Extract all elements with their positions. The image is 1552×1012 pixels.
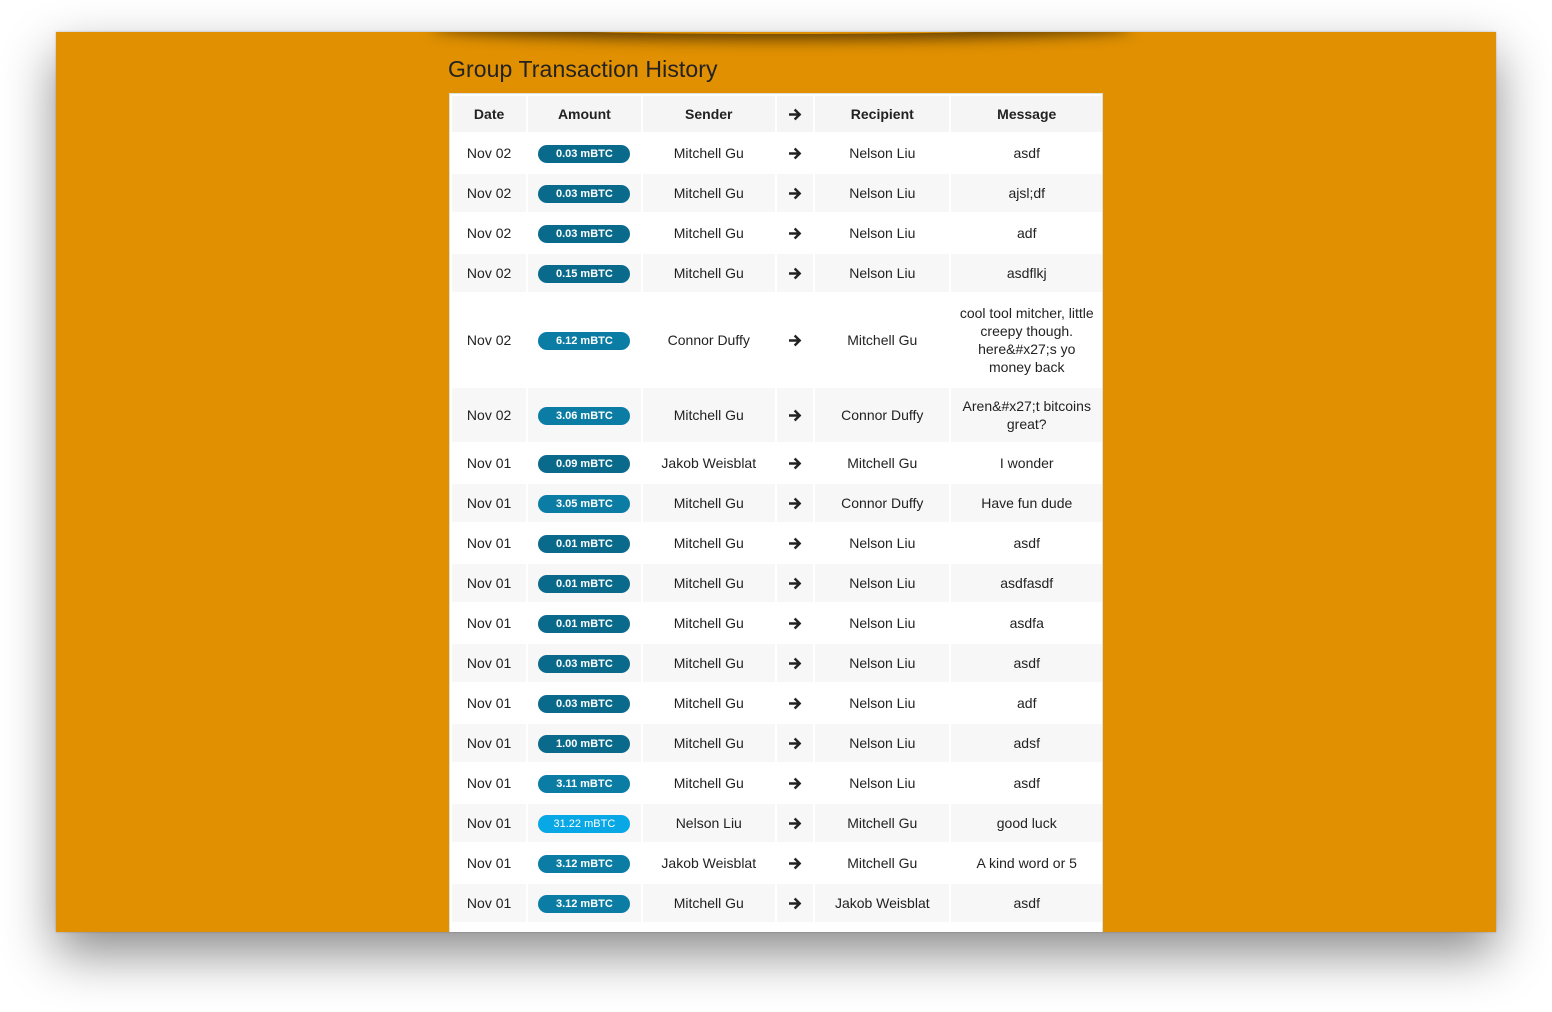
date-cell: Nov 01 xyxy=(452,844,526,882)
recipient-cell: Nelson Liu xyxy=(815,724,949,762)
recipient-cell: Jakob Weisblat xyxy=(815,884,949,922)
sender-cell: Jakob Weisblat xyxy=(643,844,775,882)
direction-cell xyxy=(777,254,813,292)
recipient-cell: Nelson Liu xyxy=(815,644,949,682)
amount-badge: 3.12 mBTC xyxy=(538,855,630,873)
direction-cell xyxy=(777,214,813,252)
direction-cell xyxy=(777,564,813,602)
recipient-cell: Connor Duffy xyxy=(815,484,949,522)
arrow-right-icon xyxy=(789,857,802,870)
amount-cell xyxy=(528,134,640,172)
recipient-cell: Mitchell Gu xyxy=(815,804,949,842)
table-row xyxy=(452,444,1102,482)
direction-cell xyxy=(777,444,813,482)
date-cell: Nov 01 xyxy=(452,444,526,482)
table-row xyxy=(452,644,1102,682)
message-cell: asdf xyxy=(951,764,1102,802)
sender-cell: Mitchell Gu xyxy=(643,684,775,722)
table-row xyxy=(452,174,1102,212)
direction-cell xyxy=(777,644,813,682)
table-header-row xyxy=(452,96,1102,132)
table-row xyxy=(452,388,1102,442)
recipient-cell: Nelson Liu xyxy=(815,764,949,802)
amount-column-header[interactable]: Amount xyxy=(528,96,640,132)
amount-badge: 0.03 mBTC xyxy=(538,185,630,203)
arrow-right-icon xyxy=(789,577,802,590)
sender-cell: Mitchell Gu xyxy=(643,604,775,642)
app-window xyxy=(56,32,1496,932)
recipient-cell: Nelson Liu xyxy=(815,214,949,252)
arrow-right-icon xyxy=(789,897,802,910)
message-cell: A kind word or 5 xyxy=(951,844,1102,882)
amount-badge: 0.03 mBTC xyxy=(538,145,630,163)
amount-cell xyxy=(528,724,640,762)
amount-badge: 0.03 mBTC xyxy=(538,655,630,673)
amount-cell xyxy=(528,484,640,522)
transaction-table-body xyxy=(452,134,1102,922)
arrow-right-icon xyxy=(789,457,802,470)
sender-cell: Mitchell Gu xyxy=(643,644,775,682)
amount-cell xyxy=(528,644,640,682)
table-row xyxy=(452,844,1102,882)
message-cell: asdf xyxy=(951,644,1102,682)
arrow-right-icon xyxy=(789,267,802,280)
amount-badge: 0.01 mBTC xyxy=(538,615,630,633)
message-cell: adf xyxy=(951,214,1102,252)
sender-cell: Mitchell Gu xyxy=(643,388,775,442)
date-cell: Nov 01 xyxy=(452,684,526,722)
arrow-right-icon xyxy=(789,777,802,790)
date-cell: Nov 01 xyxy=(452,484,526,522)
amount-cell xyxy=(528,684,640,722)
amount-cell xyxy=(528,444,640,482)
date-cell: Nov 02 xyxy=(452,254,526,292)
direction-cell xyxy=(777,804,813,842)
arrow-right-icon xyxy=(789,409,802,422)
table-row xyxy=(452,254,1102,292)
header-shadow xyxy=(432,32,1132,34)
message-cell: asdfasdf xyxy=(951,564,1102,602)
recipient-cell: Connor Duffy xyxy=(815,388,949,442)
sender-cell: Mitchell Gu xyxy=(643,254,775,292)
date-cell: Nov 01 xyxy=(452,804,526,842)
sender-cell: Mitchell Gu xyxy=(643,214,775,252)
arrow-right-icon xyxy=(789,227,802,240)
message-cell: cool tool mitcher, little creepy though. here&#x27;s yo money back xyxy=(951,294,1102,386)
date-cell: Nov 01 xyxy=(452,604,526,642)
direction-cell xyxy=(777,174,813,212)
amount-badge: 3.12 mBTC xyxy=(538,895,630,913)
table-row xyxy=(452,214,1102,252)
message-cell: ajsl;df xyxy=(951,174,1102,212)
date-cell: Nov 01 xyxy=(452,764,526,802)
direction-cell xyxy=(777,134,813,172)
recipient-cell: Nelson Liu xyxy=(815,564,949,602)
date-cell: Nov 01 xyxy=(452,644,526,682)
direction-column-header xyxy=(777,96,813,132)
direction-cell xyxy=(777,764,813,802)
date-cell: Nov 01 xyxy=(452,884,526,922)
table-row xyxy=(452,294,1102,386)
sender-cell: Mitchell Gu xyxy=(643,764,775,802)
amount-cell xyxy=(528,214,640,252)
amount-cell xyxy=(528,884,640,922)
sender-cell: Mitchell Gu xyxy=(643,564,775,602)
arrow-right-icon xyxy=(789,817,802,830)
sender-cell: Jakob Weisblat xyxy=(643,444,775,482)
amount-cell xyxy=(528,604,640,642)
table-row xyxy=(452,684,1102,722)
transaction-table-panel xyxy=(449,93,1103,932)
amount-badge: 3.11 mBTC xyxy=(538,775,630,793)
message-cell: asdfa xyxy=(951,604,1102,642)
message-cell: asdf xyxy=(951,524,1102,562)
amount-badge: 31.22 mBTC xyxy=(538,815,630,833)
amount-badge: 0.03 mBTC xyxy=(538,695,630,713)
table-row xyxy=(452,564,1102,602)
date-cell: Nov 01 xyxy=(452,564,526,602)
amount-badge: 0.03 mBTC xyxy=(538,225,630,243)
sender-cell: Mitchell Gu xyxy=(643,884,775,922)
direction-cell xyxy=(777,604,813,642)
amount-badge: 3.05 mBTC xyxy=(538,495,630,513)
date-cell: Nov 02 xyxy=(452,134,526,172)
sender-cell: Mitchell Gu xyxy=(643,524,775,562)
recipient-cell: Mitchell Gu xyxy=(815,444,949,482)
arrow-right-icon xyxy=(789,187,802,200)
direction-cell xyxy=(777,684,813,722)
message-cell: asdflkj xyxy=(951,254,1102,292)
table-row xyxy=(452,484,1102,522)
direction-cell xyxy=(777,484,813,522)
message-cell: Aren&#x27;t bitcoins great? xyxy=(951,388,1102,442)
direction-cell xyxy=(777,844,813,882)
message-cell: asdf xyxy=(951,884,1102,922)
amount-cell xyxy=(528,524,640,562)
amount-badge: 1.00 mBTC xyxy=(538,735,630,753)
direction-cell xyxy=(777,388,813,442)
amount-badge: 0.01 mBTC xyxy=(538,575,630,593)
message-cell: Have fun dude xyxy=(951,484,1102,522)
sender-cell: Mitchell Gu xyxy=(643,174,775,212)
amount-cell xyxy=(528,804,640,842)
sender-cell: Nelson Liu xyxy=(643,804,775,842)
arrow-right-icon xyxy=(789,697,802,710)
amount-badge: 3.06 mBTC xyxy=(538,407,630,425)
arrow-right-icon xyxy=(789,537,802,550)
date-cell: Nov 02 xyxy=(452,294,526,386)
recipient-cell: Mitchell Gu xyxy=(815,294,949,386)
amount-cell xyxy=(528,294,640,386)
arrow-right-icon xyxy=(789,334,802,347)
recipient-cell: Nelson Liu xyxy=(815,524,949,562)
amount-cell xyxy=(528,388,640,442)
message-cell: asdf xyxy=(951,134,1102,172)
date-column-header[interactable]: Date xyxy=(452,96,526,132)
arrow-right-icon xyxy=(789,147,802,160)
sender-cell: Mitchell Gu xyxy=(643,134,775,172)
recipient-cell: Nelson Liu xyxy=(815,604,949,642)
message-cell: adsf xyxy=(951,724,1102,762)
table-row xyxy=(452,524,1102,562)
transaction-table xyxy=(450,94,1104,924)
recipient-cell: Nelson Liu xyxy=(815,134,949,172)
message-cell: I wonder xyxy=(951,444,1102,482)
page-title: Group Transaction History xyxy=(448,56,718,82)
direction-cell xyxy=(777,294,813,386)
sender-cell: Mitchell Gu xyxy=(643,484,775,522)
table-row xyxy=(452,884,1102,922)
amount-badge: 0.09 mBTC xyxy=(538,455,630,473)
date-cell: Nov 02 xyxy=(452,174,526,212)
amount-badge: 6.12 mBTC xyxy=(538,332,630,350)
arrow-right-icon xyxy=(789,497,802,510)
arrow-right-icon xyxy=(789,657,802,670)
amount-cell xyxy=(528,254,640,292)
direction-cell xyxy=(777,724,813,762)
table-row xyxy=(452,764,1102,802)
table-row xyxy=(452,804,1102,842)
date-cell: Nov 01 xyxy=(452,724,526,762)
recipient-cell: Nelson Liu xyxy=(815,174,949,212)
amount-badge: 0.01 mBTC xyxy=(538,535,630,553)
recipient-cell: Nelson Liu xyxy=(815,254,949,292)
arrow-right-icon xyxy=(789,617,802,630)
message-column-header[interactable]: Message xyxy=(951,96,1102,132)
amount-badge: 0.15 mBTC xyxy=(538,265,630,283)
amount-cell xyxy=(528,844,640,882)
amount-cell xyxy=(528,174,640,212)
recipient-cell: Mitchell Gu xyxy=(815,844,949,882)
date-cell: Nov 02 xyxy=(452,214,526,252)
date-cell: Nov 02 xyxy=(452,388,526,442)
table-row xyxy=(452,134,1102,172)
table-row xyxy=(452,724,1102,762)
recipient-column-header[interactable]: Recipient xyxy=(815,96,949,132)
date-cell: Nov 01 xyxy=(452,524,526,562)
arrow-right-icon xyxy=(789,737,802,750)
sender-column-header[interactable]: Sender xyxy=(643,96,775,132)
table-row xyxy=(452,604,1102,642)
message-cell: good luck xyxy=(951,804,1102,842)
arrow-right-icon xyxy=(789,108,802,121)
amount-cell xyxy=(528,564,640,602)
recipient-cell: Nelson Liu xyxy=(815,684,949,722)
direction-cell xyxy=(777,884,813,922)
amount-cell xyxy=(528,764,640,802)
sender-cell: Connor Duffy xyxy=(643,294,775,386)
message-cell: adf xyxy=(951,684,1102,722)
sender-cell: Mitchell Gu xyxy=(643,724,775,762)
direction-cell xyxy=(777,524,813,562)
